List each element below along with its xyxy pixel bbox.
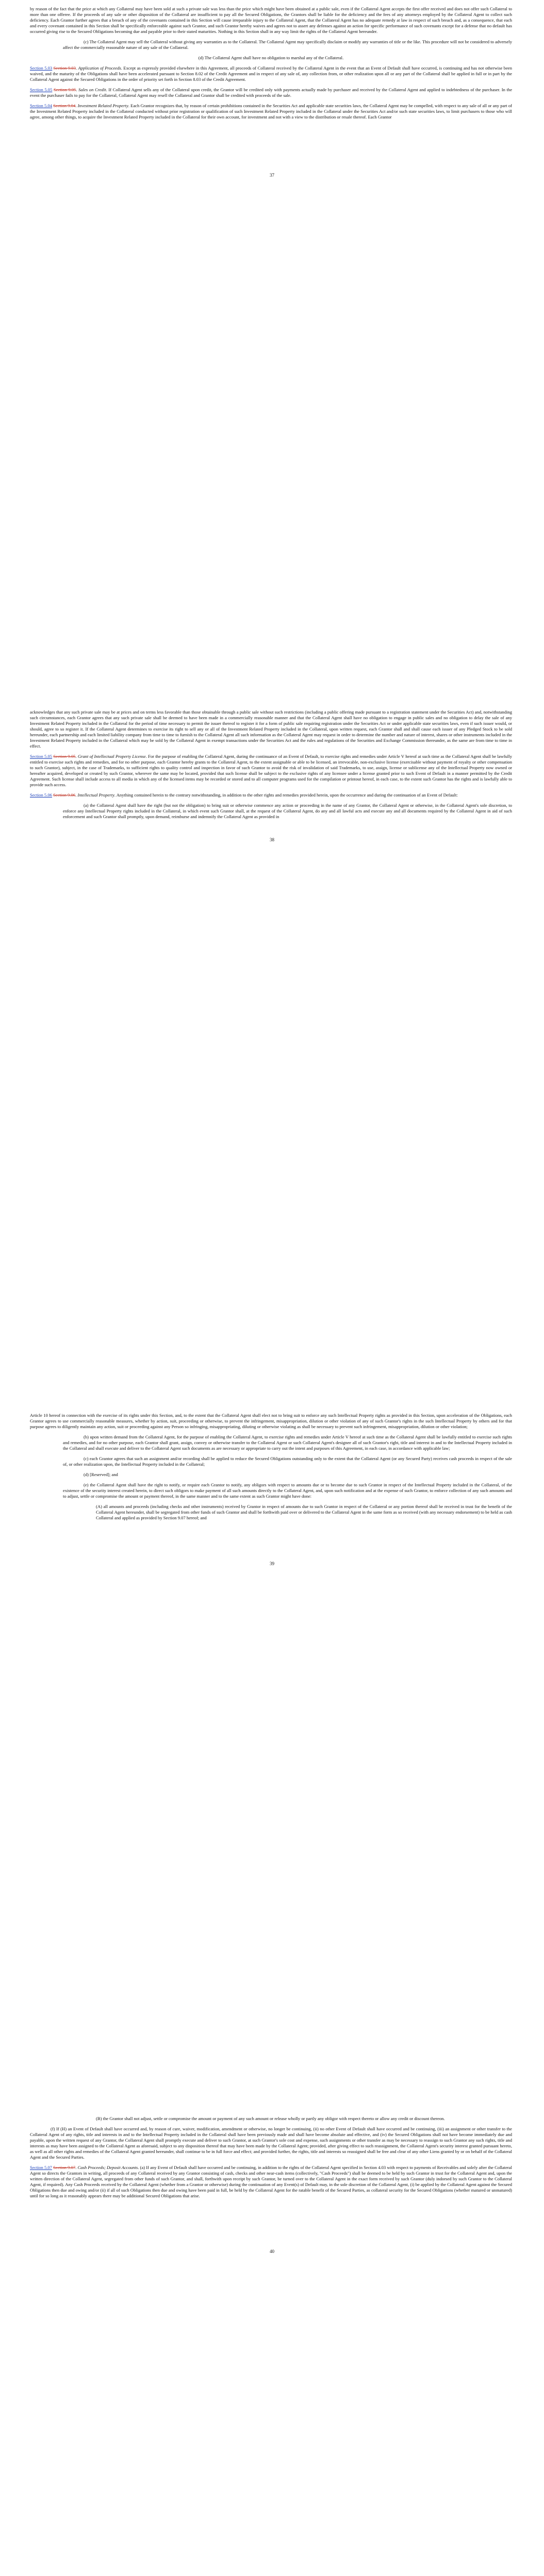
section-text: . Each Grantor recognizes that, by reason of certain prohibitions contained in the Securities Act and applicable state securities laws, the Collateral Agent may be compelled, with respect to any sale of all or any part of the Investment Related Property included in the Collateral conducted without prior registration or qualification of such Investment Related Property included in the Collateral under the Securities Act and/or such state securities laws, to limit purchasers to those who will agree, among other things, to acquire the Investment Related Property included in the Collateral for their own account, for investment and not with a view to the distribution or resale thereof. Each Grantor xyxy=(30,103,513,120)
page-38 xyxy=(0,703,544,1406)
page-37-content xyxy=(30,6,512,125)
section-title: Grant of Intellectual Property License xyxy=(77,754,146,759)
section-text: . Anything contained herein to the contrary notwithstanding, in addition to the other rights and remedies provided herein, upon the occurrence and during the continuation of an Event of Default: xyxy=(114,792,458,798)
deleted-section-number: Section 9.06 xyxy=(53,792,76,798)
page-number: 40 xyxy=(270,2249,274,2254)
paragraph: acknowledges that any such private sale may be at prices and on terms less favorable than those obtainable through a public sale without such restrictions (including a public offering made pursuant to a registration statement under the Securities Act) and, notwithstanding such circumstances, each Grantor agrees that any such private sale shall be deemed to have been made in a commercially reasonable manner and that the Collateral Agent shall have no obligation to engage in public sales and no obligation to delay the sale of any Investment Related Property included in the Collateral for the period of time necessary to permit the issuer thereof to register it for a form of public sale requiring registration under the Securities Act or under applicable state securities laws, even if such issuer would, or should, agree to so register it. If the Collateral Agent determines to exercise its right to sell any or all of the Investment Related Property included in the Collateral, upon written request, each Grantor shall and shall cause each issuer of any Pledged Stock to be sold hereunder, each partnership and each limited liability company from time to time to furnish to the Collateral Agent all such information as the Collateral Agent may request in order to determine the number and nature of interest, shares or other instruments included in the Investment Related Property included in the Collateral which may be sold by the Collateral Agent in exempt transactions under the Securities Act and the rules and regulations of the Securities and Exchange Commission thereunder, as the same are from time to time in effect. xyxy=(30,709,512,749)
clause-f: (f) If (H) an Event of Default shall have occurred and, by reason of cure, waiver, modification, amendment or otherwise, no longer be continuing, (ii) no other Event of Default shall have occurred and be continuing, (iii) an assignment or other transfer to the Collateral Agent of any rights, title and interests in and to the Intellectual Property included in the Collateral shall have been previously made and shall have become absolute and effective, and (iv) the Secured Obligations shall not have become immediately due and payable, upon the written request of any Grantor, the Collateral Agent shall promptly execute and deliver to such Grantor, at such Grantor's sole cost and expense, such assignments or other transfer as may be necessary to reassign to such Grantor any such rights, title and interests as may have been assigned to the Collateral Agent as aforesaid, subject to any disposition thereof that may have been made by the Collateral Agent; provided, after giving effect to such reassignment, the Collateral Agent's security interest granted pursuant hereto, as well as all other rights and remedies of the Collateral Agent granted hereunder, shall continue to be in full force and effect; and provided further, the rights, title and interests so reassigned shall be free and clear of any other Liens granted by or on behalf of the Collateral Agent and the Secured Parties. xyxy=(30,2126,512,2160)
page-number: 38 xyxy=(270,837,274,842)
page-40-content xyxy=(30,2116,512,2204)
clause-a: (a) the Collateral Agent shall have the right (but not the obligation) to bring suit or otherwise commence any action or proceeding in the name of any Grantor, the Collateral Agent or otherwise, in the Collateral Agent's sole discretion, to enforce any Intellectual Property rights included in the Collateral, in which event such Grantor shall, at the request of the Collateral Agent, do any and all lawful acts and execute any and all documents required by the Collateral Agent in aid of such enforcement and such Grantor shall promptly, upon demand, reimburse and indemnify the Collateral Agent as provided in xyxy=(63,803,512,819)
section-title: Application of Proceeds xyxy=(78,65,121,71)
deleted-section-number: Section 9.03 xyxy=(53,65,76,71)
page-38-content xyxy=(30,709,512,824)
section-text: . For the purpose of enabling the Collateral Agent, during the continuance of an Event of Default, to exercise rights and remedies under Article V hereof at such time as the Collateral Agent shall be lawfully entitled to exercise such rights and remedies, and for no other purpose, each Grantor hereby grants to the Collateral Agent, to the extent assignable or able to be licensed, an irrevocable, non-exclusive license (exercisable without payment of royalty or other compensation to such Grantor), subject, in the case of Trademarks, to sufficient rights to quality control and inspection in favor of such Grantor to avoid the risk of invalidation of said Trademarks, to use, assign, license or sublicense any of the Intellectual Property now owned or hereafter acquired, developed or created by such Grantor, wherever the same may be located, provided that such license shall be subject to the exclusive rights of any licensee under a license granted prior to such Event of Default in a manner permitted by the Credit Agreement. Such license shall include access to all media in which any of the licensed items may be recorded or stored and to all computer programs used for the compilation or printout hereof, in each case, to the extent such Grantor has the rights and is lawfully able to provide such access. xyxy=(30,754,512,787)
section-title: Intellectual Property xyxy=(77,792,114,798)
clause-d: (d) [Reserved]; and xyxy=(84,1472,118,1477)
section-text: . If Collateral Agent sells any of the Collateral upon credit, the Grantor will be credited only with payments actually made by purchaser and received by the Collateral Agent and applied to indebtedness of the purchaser. In the event the purchaser fails to pay for the Collateral, Collateral Agent may resell the Collateral and Grantor shall be credited with proceeds of the sale. xyxy=(30,87,513,98)
section-5-04: Section 5.04 Section 9.04. Investment Related Property. Each Grantor recognizes that, by reason of certain prohibitions contained in the Securities Act and applicable state securities laws, the Collateral Agent may be compelled, with respect to any sale of all or any part of the Investment Related Property included in the Collateral conducted without prior registration or qualification of such Investment Related Property included in the Collateral under the Securities Act and/or such state securities laws, to limit purchasers to those who will agree, among other things, to acquire the Investment Related Property included in the Collateral for their own account, for investment and not with a view to the distribution or resale thereof. Each Grantor xyxy=(30,103,513,120)
deleted-section-number: Section 9.04 xyxy=(53,103,76,108)
section-5-07: Section 5.07 Section 9.07. Cash Proceeds; Deposit Accounts. (a) If any Event of Default shall have occurred and be continuing, in addition to the rights of the Collateral Agent specified in Section 4.03 with respect to payments of Receivables and solely after the Collateral Agent so directs the Grantors in writing, all proceeds of any Collateral received by any Grantor consisting of cash, checks and other near-cash items (collectively, "Cash Proceeds") shall be deemed to be held by such Grantor in trust for the Collateral Agent and, upon the written direction of the Collateral Agent, segregated from other funds of such Grantor, and shall, forthwith upon receipt by such Grantor, be turned over to the Collateral Agent in the exact form received by such Grantor (duly indorsed by such Grantor to the Collateral Agent, if required). Any Cash Proceeds received by the Collateral Agent (whether from a Grantor or otherwise) during the continuation of any Event(s) of Default may, in the sole discretion of the Collateral Agent, (i) be applied by the Collateral Agent against the Secured Obligations then due and owing and/or (ii) if all of such Obligations then due and owing have been paid in full, be held by the Collateral Agent for the ratable benefit of the Secured Parties, as collateral security for the Secured Obligations (whether matured or unmatured) until for so long as it reasonably appears there may be additional Secured Obligations that arise. xyxy=(30,2165,512,2198)
section-title: Investment Related Property xyxy=(77,103,128,108)
section-title: Cash Proceeds; Deposit Accounts xyxy=(77,2165,138,2170)
clause-e: (e) the Collateral Agent shall have the right to notify, or require each Grantor to notify, any obligors with respect to amounts due or to become due to such Grantor in respect of the Intellectual Property included in the Collateral, of the existence of the security interest created herein, to direct such obligors to make payment of all such amounts directly to the Collateral Agent, and, upon such notification and at the expense of such Grantor, to enforce collection of any such amounts and to adjust, settle or compromise the amount or payment thereof, in the same manner and to the same extent as such Grantor might have done: xyxy=(63,1482,512,1499)
deleted-section-number: Section 9.05 xyxy=(53,87,76,92)
section-5-06: Section 5.06 Section 9.06. Intellectual Property. Anything contained herein to the contrary notwithstanding, in addition to the other rights and remedies provided herein, upon the occurrence and during the continuation of an Event of Default: xyxy=(30,792,458,798)
section-5-05b: Section 5.05 Section 9.05. Grant of Intellectual Property License. For the purpose of enabling the Collateral Agent, during the continuance of an Event of Default, to exercise rights and remedies under Article V hereof at such time as the Collateral Agent shall be lawfully entitled to exercise such rights and remedies, and for no other purpose, each Grantor hereby grants to the Collateral Agent, to the extent assignable or able to be licensed, an irrevocable, non-exclusive license (exercisable without payment of royalty or other compensation to such Grantor), subject, in the case of Trademarks, to sufficient rights to quality control and inspection in favor of such Grantor to avoid the risk of invalidation of said Trademarks, to use, assign, license or sublicense any of the Intellectual Property now owned or hereafter acquired, developed or created by such Grantor, wherever the same may be located, provided that such license shall be subject to the exclusive rights of any licensee under a license granted prior to such Event of Default in a manner permitted by the Credit Agreement. Such license shall include access to all media in which any of the licensed items may be recorded or stored and to all computer programs used for the compilation or printout hereof, in each case, to the extent such Grantor has the rights and is lawfully able to provide such access. xyxy=(30,754,512,787)
page-39-content xyxy=(30,1413,512,1526)
paragraph: Article 10 hereof in connection with the exercise of its rights under this Section, and, to the extent that the Collateral Agent shall elect not to bring suit to enforce any such Intellectual Property rights as provided in this Section, upon acceleration of the Obligations, each Grantor agrees to use commercially reasonable measures, whether by action, suit, proceeding or otherwise, to prevent the infringement, misappropriation, dilution or other violation of any of such Grantor's rights in the such Intellectual Property by others and for that purpose agrees to diligently maintain any action, suit or proceeding against any Person so infringing, misappropriating, diluting or otherwise violating as shall be necessary to prevent such infringement, misappropriation, dilution or other violation; xyxy=(30,1413,512,1429)
section-number-link[interactable]: Section 5.05 xyxy=(30,87,53,92)
page-40 xyxy=(0,2110,544,2576)
deleted-section-number: Section 9.07 xyxy=(53,2165,76,2170)
section-5-03: Section 5.03 Section 9.03. Application of Proceeds. Except as expressly provided elsewhere in this Agreement, all proceeds of Collateral received by the Collateral Agent in the event that an Event of Default shall have occurred, is continuing and has not otherwise been waived, and the maturity of the Obligations shall have been accelerated pursuant to Section 8.02 of the Credit Agreement and in respect of any sale of, any collection from, or other realization upon all or any part of the Collateral shall be applied in full or in part by the Collateral Agent against the Secured Obligations in the order of priority set forth in Section 8.03 of the Credit Agreement. xyxy=(30,65,512,82)
section-number-link[interactable]: Section 5.04 xyxy=(30,103,53,108)
clause-c: (c) The Collateral Agent may sell the Collateral without giving any warranties as to the Collateral. The Collateral Agent may specifically disclaim or modify any warranties of title or the like. This procedure will not be considered to adversely affect the commercially reasonable nature of any sale of the Collateral. xyxy=(63,39,512,50)
clause-d: (d) The Collateral Agent shall have no obligation to marshal any of the Collateral. xyxy=(198,55,344,60)
section-number-link[interactable]: Section 5.03 xyxy=(30,65,53,71)
page-number: 37 xyxy=(270,173,274,178)
paragraph: by reason of the fact that the price at which any Collateral may have been sold at such a private sale was less than the price which might have been obtained at a public sale, even if the Collateral Agent accepts the first offer received and does not offer such Collateral to more than one offeree. If the proceeds of any sale or other disposition of the Collateral are insufficient to pay all the Secured Obligations, the Grantors shall be liable for the deficiency and the fees of any attorneys employed by the Collateral Agent to collect such deficiency. Each Grantor further agrees that a breach of any of the covenants contained in this Section will cause irreparable injury to the Collateral Agent, that the Collateral Agent has no adequate remedy at law in respect of such breach and, as a consequence, that each and every covenant contained in this Section shall be specifically enforceable against such Grantor, and such Grantor hereby waives and agrees not to assert any defenses against an action for specific performance of such covenants except for a defense that no default has occurred giving rise to the Secured Obligations becoming due and payable prior to their stated maturities. Nothing in this Section shall in any way limit the rights of the Collateral Agent hereunder. xyxy=(30,6,512,34)
section-number-link[interactable]: Section 5.05 xyxy=(30,754,53,759)
clause-b: (b) upon written demand from the Collateral Agent, for the purpose of enabling the Collateral Agent, to exercise rights and remedies under Article V hereof at such time as the Collateral Agent shall be lawfully entitled to exercise such rights and remedies, and for no other purpose, each Grantor shall grant, assign, convey or otherwise transfer to the Collateral Agent or such Collateral Agent's designee all of such Grantor's right, title and interest in and to the Intellectual Property included in the Collateral and shall execute and deliver to the Collateral Agent such documents as are necessary or appropriate to carry out the intent and purposes of this Agreement, in each case, in accordance with applicable law; xyxy=(63,1434,512,1451)
section-number-link[interactable]: Section 5.06 xyxy=(30,792,52,798)
section-number-link[interactable]: Section 5.07 xyxy=(30,2165,52,2170)
deleted-section-number: Section 9.05 xyxy=(53,754,76,759)
section-text: . (a) If any Event of Default shall have occurred and be continuing, in addition to the rights of the Collateral Agent specified in Section 4.03 with respect to payments of Receivables and solely after the Collateral Agent so directs the Grantors in writing, all proceeds of any Collateral received by any Grantor consisting of cash, checks and other near-cash items (collectively, "Cash Proceeds") shall be deemed to be held by such Grantor in trust for the Collateral Agent and, upon the written direction of the Collateral Agent, segregated from other funds of such Grantor, and shall, forthwith upon receipt by such Grantor, be turned over to the Collateral Agent in the exact form received by such Grantor (duly indorsed by such Grantor to the Collateral Agent, if required). Any Cash Proceeds received by the Collateral Agent (whether from a Grantor or otherwise) during the continuation of any Event(s) of Default may, in the sole discretion of the Collateral Agent, (i) be applied by the Collateral Agent against the Secured Obligations then due and owing and/or (ii) if all of such Obligations then due and owing have been paid in full, be held by the Collateral Agent for the ratable benefit of the Secured Parties, as collateral security for the Secured Obligations (whether matured or unmatured) until for so long as it reasonably appears there may be additional Secured Obligations that arise. xyxy=(30,2165,512,2198)
section-5-05: Section 5.05 Section 9.05. Sales on Credit. If Collateral Agent sells any of the Collateral upon credit, the Grantor will be credited only with payments actually made by purchaser and received by the Collateral Agent and applied to indebtedness of the purchaser. In the event the purchaser fails to pay for the Collateral, Collateral Agent may resell the Collateral and Grantor shall be credited with proceeds of the sale. xyxy=(30,87,513,98)
page-37 xyxy=(0,0,544,703)
section-text: . Except as expressly provided elsewhere in this Agreement, all proceeds of Collateral received by the Collateral Agent in the event that an Event of Default shall have occurred, is continuing and has not otherwise been waived, and the maturity of the Obligations shall have been accelerated pursuant to Section 8.02 of the Credit Agreement and in respect of any sale of, any collection from, or other realization upon all or any part of the Collateral shall be applied in full or in part by the Collateral Agent against the Secured Obligations in the order of priority set forth in Section 8.03 of the Credit Agreement. xyxy=(30,65,512,82)
clause-e-a: (A) all amounts and proceeds (including checks and other instruments) received by Grantor in respect of amounts due to such Grantor in respect of the Collateral or any portion thereof shall be received in trust for the benefit of the Collateral Agent hereunder, shall be segregated from other funds of such Grantor and shall be forthwith paid over or delivered to the Collateral Agent in the same form as so received (with any necessary endorsement) to be held as cash Collateral and applied as provided by Section 9.07 hereof; and xyxy=(96,1504,512,1520)
page-39 xyxy=(0,1406,544,2110)
clause-c: (c) each Grantor agrees that such an assignment and/or recording shall be applied to reduce the Secured Obligations outstanding only to the extent that the Collateral Agent (or any Secured Party) receives cash proceeds in respect of the sale of, or other realization upon, the Intellectual Property included in the Collateral; xyxy=(63,1456,512,1467)
page-number: 39 xyxy=(270,1561,274,1566)
clause-b: (B) the Grantor shall not adjust, settle or compromise the amount or payment of any such amount or release wholly or partly any obligor with respect thereto or allow any credit or discount thereon. xyxy=(96,2116,445,2121)
section-title: Sales on Credit xyxy=(78,87,106,92)
